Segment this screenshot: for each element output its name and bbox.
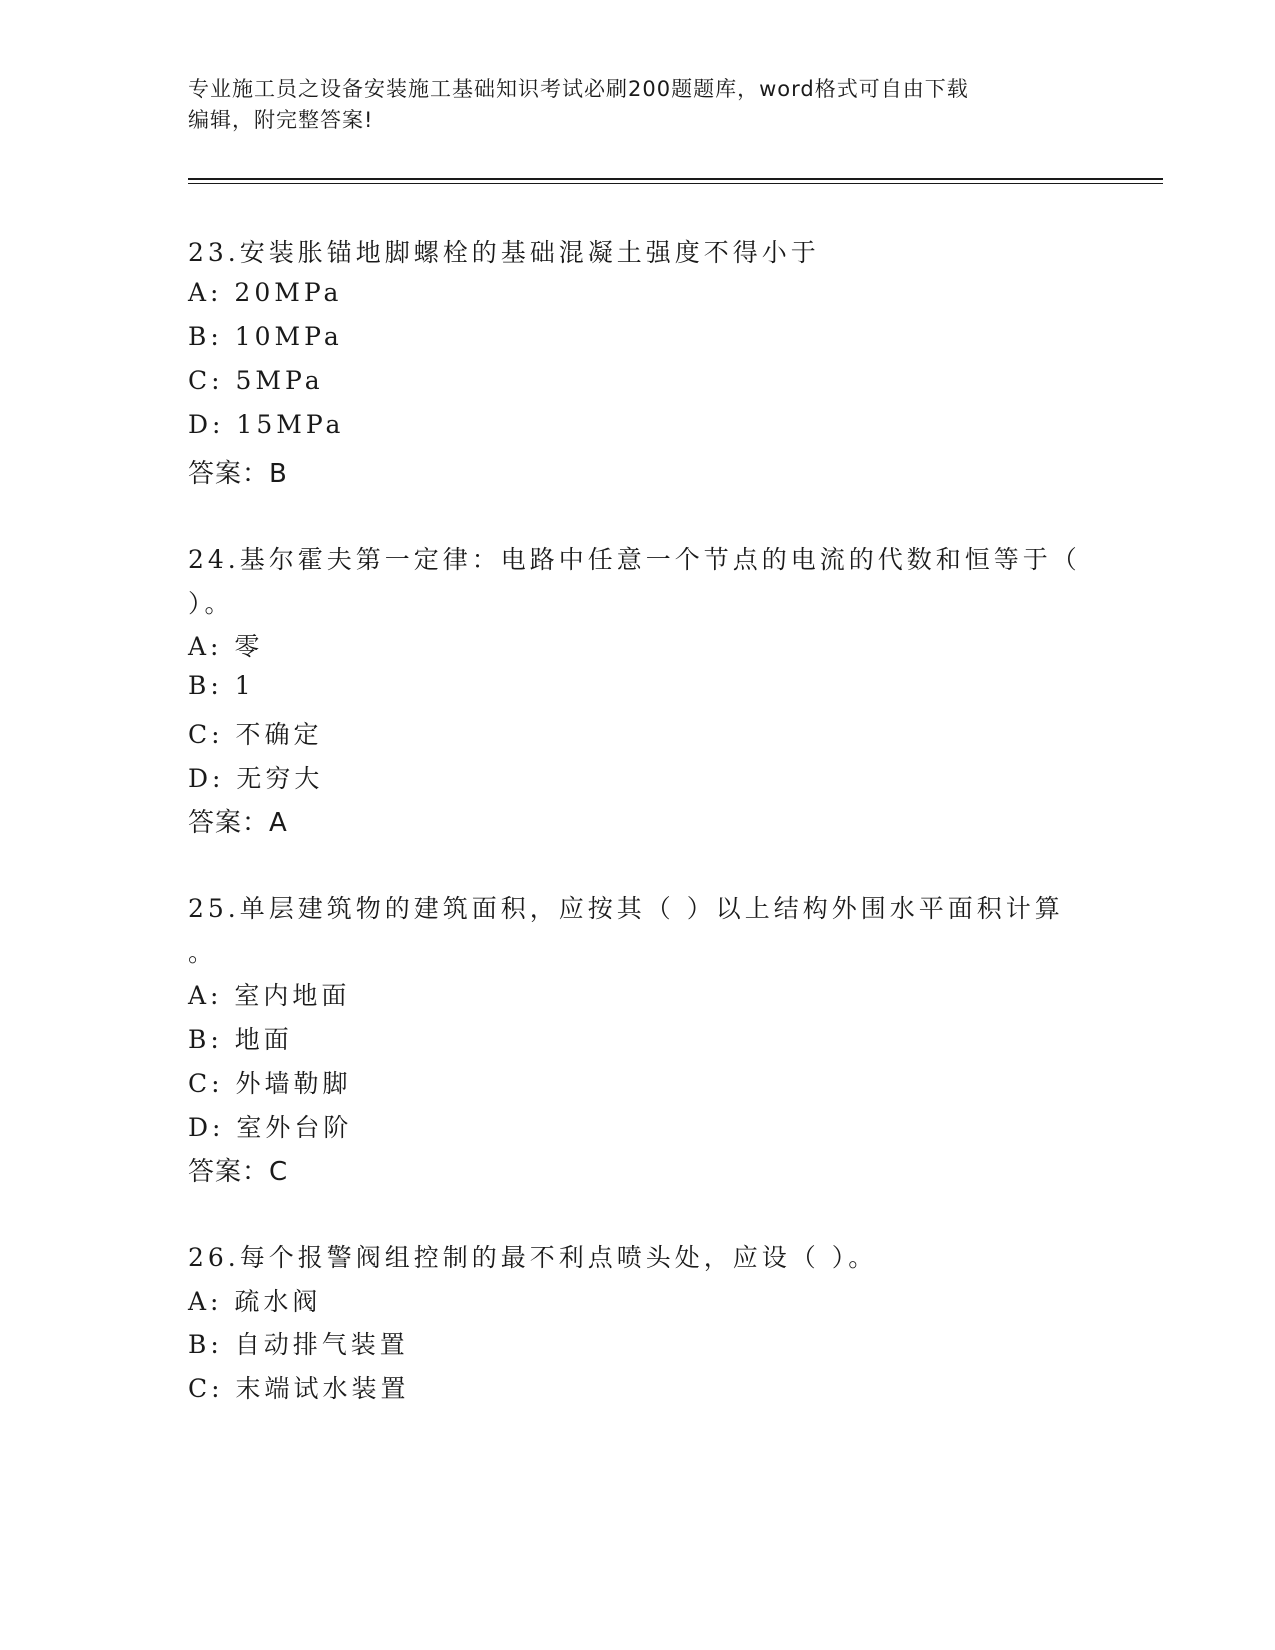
option-c: C: 不确定	[188, 720, 323, 749]
question-stem-continuation: ）。	[188, 589, 234, 618]
question-stem: 26.每个报警阀组控制的最不利点喷头处，应设（ ）。	[188, 1243, 878, 1272]
answer-label: 答案：A	[188, 808, 288, 838]
question-stem: 24.基尔霍夫第一定律：电路中任意一个节点的电流的代数和恒等于（	[188, 545, 1081, 574]
answer-label: 答案：C	[188, 1157, 289, 1187]
option-a: A: 疏水阀	[188, 1287, 322, 1316]
header-title-line-1: 专业施工员之设备安装施工基础知识考试必刷200题题库，word格式可自由下载	[188, 77, 969, 101]
option-b: B: 自动排气装置	[188, 1330, 409, 1359]
option-a: A: 20MPa	[188, 278, 343, 307]
header-title	[188, 74, 1088, 136]
option-b: B: 10MPa	[188, 322, 343, 351]
answer-label: 答案：B	[188, 459, 288, 489]
option-b: B: 地面	[188, 1025, 293, 1054]
option-c: C: 外墙勒脚	[188, 1069, 352, 1098]
question-stem-continuation: 。	[188, 938, 218, 967]
option-a: A: 室内地面	[188, 981, 351, 1010]
question-stem: 25.单层建筑物的建筑面积，应按其（ ）以上结构外围水平面积计算	[188, 894, 1064, 923]
option-b: B: 1	[188, 671, 255, 700]
header-divider-thin	[188, 183, 1163, 184]
option-c: C: 末端试水装置	[188, 1374, 410, 1403]
question-stem: 23.安装胀锚地脚螺栓的基础混凝土强度不得小于	[188, 238, 820, 267]
option-d: D: 室外台阶	[188, 1113, 353, 1142]
option-c: C: 5MPa	[188, 366, 324, 395]
option-a: A: 零	[188, 632, 264, 661]
header-title-line-2: 编辑，附完整答案!	[188, 108, 374, 132]
header-divider-thick	[188, 178, 1163, 180]
option-d: D: 无穷大	[188, 764, 324, 793]
option-d: D: 15MPa	[188, 410, 345, 439]
